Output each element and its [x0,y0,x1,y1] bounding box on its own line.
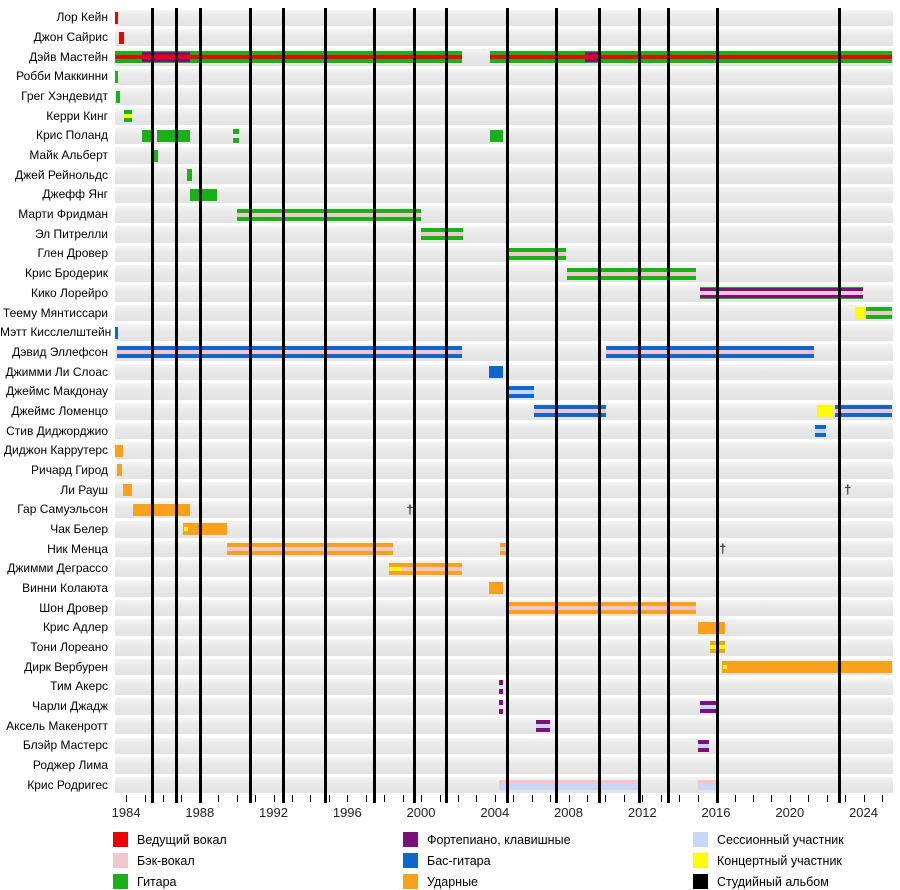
legend-item [113,832,227,847]
axis-year-tick [587,795,588,802]
timeline-bar [506,386,533,398]
concert-inset-stripe [390,567,401,571]
timeline-bar [190,189,217,201]
member-name-label: Роджер Лима [32,758,108,772]
member-name-label: Джимми Деграссо [7,561,108,576]
member-name-label: Джефф Янг [42,187,108,202]
axis-year-label: 2000 [406,805,436,820]
timeline-bar [835,405,893,417]
timeline-bar [866,307,892,319]
timeline-bar-session [499,780,639,790]
legend-item-label: Студийный альбом [717,874,829,889]
legend-item-label: Ведущий вокал [137,832,227,847]
axis-year-tick [347,795,348,802]
legend-item-label: Ударные [427,874,479,889]
member-name-label: Диджон Каррутерс [3,443,108,458]
legend-color-swatch [693,874,708,889]
member-name-label: Блэйр Мастерс [22,738,108,753]
axis-year-tick [292,795,293,802]
axis-year-tick [735,795,736,802]
member-name-label: Майк Альберт [29,148,108,163]
inner-role-stripe [421,232,463,236]
legend-item-label: Бэк-вокал [137,853,195,868]
inner-role-stripe [815,429,827,433]
member-name-label: Джимми Ли Слоас [5,364,108,379]
legend-item-label: Концертный участник [717,853,842,868]
member-row-band [115,364,893,381]
timeline-bar-dotted [499,709,504,714]
album-release-line [555,8,558,803]
timeline-bar [536,720,551,732]
member-row-band [115,324,893,341]
axis-year-label: 2008 [554,805,583,820]
member-name-label: Чарли Джадж [32,699,108,713]
member-name-label: Гар Самуэльсон [17,502,108,517]
member-name-label: Джей Рейнольдс [14,167,108,182]
timeline-bar [489,582,503,594]
member-row-band [115,265,893,282]
timeline-bar-dotted [233,138,240,143]
legend-item [693,853,842,868]
member-row-band [115,88,893,105]
death-dagger-marker: † [719,541,727,557]
legend-color-swatch [403,853,418,868]
death-dagger-marker: † [406,501,414,517]
axis-year-tick [513,795,514,802]
inner-role-stripe [237,213,421,217]
legend-color-swatch [403,874,418,889]
timeline-bar [116,91,120,103]
axis-year-tick [274,795,275,802]
member-row-band [115,482,893,499]
inner-role-stripe [866,311,892,315]
axis-year-tick [145,795,146,802]
axis-year-tick [237,795,238,802]
axis-year-tick [679,795,680,802]
axis-year-tick [255,795,256,802]
timeline-bar [117,346,462,358]
axis-year-tick [845,795,846,802]
member-row-band [115,757,893,774]
inner-role-stripe [536,724,551,728]
timeline-bar [567,268,697,280]
inner-role-stripe [117,350,462,354]
member-row-band [115,442,893,459]
legend-color-swatch [693,832,708,847]
legend-color-swatch [113,853,128,868]
member-row-band [115,718,893,735]
axis-year-tick [827,795,828,802]
timeline-bar-dotted [499,700,504,705]
member-row-band [115,403,893,420]
timeline-bar [115,71,118,83]
member-row-band [115,698,893,715]
member-name-label: Винни Колаюта [22,580,108,595]
death-dagger-marker: † [844,481,852,497]
axis-year-tick [569,795,570,802]
member-name-label: Крис Адлер [42,620,108,635]
axis-year-tick [790,795,791,802]
timeline-bar [187,169,192,181]
member-name-label: Джон Сайрис [33,30,108,44]
member-name-label: Крис Поланд [35,128,108,143]
inner-role-stripe [835,409,893,413]
timeline-bar [722,661,892,673]
axis-year-label: 1984 [111,805,141,820]
axis-year-tick [771,795,772,802]
axis-year-tick [698,795,699,802]
member-name-label: Джеймс Макдонау [5,384,108,399]
member-name-label: Ричард Гирод [31,462,108,477]
axis-year-tick [218,795,219,802]
member-row-band [115,619,893,636]
legend-color-swatch [113,874,128,889]
axis-year-tick [532,795,533,802]
axis-year-tick [440,795,441,802]
member-name-label: Аксель Макенротт [6,718,108,733]
album-release-line [175,8,178,803]
axis-year-label: 2024 [849,805,878,820]
timeline-bar [133,504,190,516]
inner-role-stripe [567,272,697,276]
member-row-band [115,521,893,538]
timeline-bar [118,445,123,457]
member-name-label: Ли Рауш [60,482,108,497]
inner-role-stripe [700,705,717,709]
legend-color-swatch [113,832,128,847]
member-name-label: Робби Маккинни [16,69,108,84]
member-name-label: Чак Белер [50,521,108,536]
legend-item [403,853,491,868]
axis-year-tick [605,795,606,802]
member-name-label: Керри Кинг [46,108,108,123]
album-release-line [373,8,376,803]
member-row-band [115,187,893,204]
legend-item-label: Бас-гитара [427,853,491,868]
axis-year-tick [476,795,477,802]
member-row-band [115,580,893,597]
album-release-line [598,8,601,803]
member-name-label: Эл Питрелли [34,226,108,241]
member-row-band [115,383,893,400]
member-name-label: Джеймс Ломенцо [11,403,108,418]
axis-year-tick [495,795,496,802]
album-release-line [667,8,670,803]
timeline-bar [421,228,463,240]
inner-role-stripe [124,114,132,118]
timeline-bar [115,12,118,24]
timeline-bar [115,327,118,339]
member-row-band [115,108,893,125]
timeline-bar [490,130,503,142]
axis-year-tick [384,795,385,802]
album-release-line [838,8,841,803]
member-row-band [115,167,893,184]
inner-role-stripe [115,55,462,59]
album-release-line [638,8,641,803]
member-name-label: Ник Менца [47,541,108,556]
member-name-label: Стив Диджорджио [6,423,108,438]
member-row-band [115,600,893,617]
axis-year-tick [329,795,330,802]
member-name-label: Тони Лореано [30,639,108,654]
member-name-label: Дэйв Мастейн [29,49,108,64]
member-name-label: Теему Мянтиссари [2,305,108,320]
member-row-band [115,501,893,518]
axis-year-tick [642,795,643,802]
legend-item [113,853,195,868]
member-name-label: Крис Родригес [27,777,108,792]
axis-year-tick [126,795,127,802]
axis-year-tick [808,795,809,802]
legend-item [403,874,478,889]
timeline-bar [389,563,462,575]
axis-year-tick [661,795,662,802]
timeline-bar [123,484,132,496]
member-name-label: Лор Кейн [56,10,108,25]
timeline-bar [855,307,867,319]
member-row-band [115,560,893,577]
axis-year-tick [366,795,367,802]
axis-year-label: 2020 [775,805,805,820]
legend-item [693,874,829,889]
album-release-line [716,8,719,803]
member-row-band [115,423,893,440]
timeline-bar [237,209,421,221]
member-row-band [115,10,893,27]
member-row-band [115,305,893,322]
member-row-band [115,69,893,86]
axis-year-tick [753,795,754,802]
axis-year-tick [310,795,311,802]
member-name-label: Грег Хэндевидт [21,89,108,103]
legend-item-label: Гитара [137,874,177,889]
album-release-line [151,8,154,803]
member-name-label: Крис Бродерик [25,266,108,281]
timeline-bar [700,701,717,713]
timeline-bar [490,51,893,63]
concert-inset-stripe [184,527,188,531]
timeline-bar-dotted [233,129,240,134]
album-release-line [445,8,448,803]
legend-item [403,832,571,847]
axis-year-tick [181,795,182,802]
album-release-line [324,8,327,803]
timeline-bar [119,32,124,44]
inner-role-stripe [506,390,533,394]
timeline-bar [157,130,190,142]
backing-vocal-stripe [499,780,639,784]
member-name-label: Дэвид Эллефсон [12,344,108,359]
timeline-bar [817,405,834,417]
member-row-band [115,29,893,46]
member-name-label: Кико Лорейро [30,285,108,300]
axis-year-label: 2012 [627,805,657,820]
inner-role-stripe [534,409,606,413]
album-release-line [249,8,252,803]
timeline-bar [124,110,132,122]
member-row-band [115,462,893,479]
timeline-bar [534,405,606,417]
member-name-label: Тим Акерс [50,679,108,694]
axis-year-label: 2016 [701,805,731,820]
timeline-bar [115,445,118,457]
axis-year-label: 1988 [185,805,215,820]
legend-item-label: Сессионный участник [717,832,844,847]
axis-year-tick [550,795,551,802]
member-name-label: Глен Дровер [37,246,108,261]
axis-year-tick [163,795,164,802]
member-row-band [115,147,893,164]
member-row-band [115,246,893,263]
timeline-bar [698,740,710,752]
album-release-line [413,8,416,803]
axis-year-tick [421,795,422,802]
member-name-label: Шон Дровер [39,600,108,615]
legend-item-label: Фортепиано, клавишные [427,832,571,847]
timeline-bar [117,464,121,476]
inner-role-stripe [698,744,710,748]
axis-year-tick [882,795,883,802]
member-row-band [115,639,893,656]
timeline-bar [183,523,228,535]
timeline-bar [698,622,725,634]
axis-year-label: 1996 [332,805,362,820]
album-release-line [282,8,285,803]
member-name-label: Дирк Вербурен [24,659,108,674]
timeline-bar [489,366,503,378]
axis-year-tick [403,795,404,802]
member-row-band [115,738,893,755]
concert-inset-stripe [723,665,728,669]
timeline-bar-dotted [499,689,503,694]
timeline-bar [115,51,462,63]
member-row-band [115,206,893,223]
axis-year-label: 1992 [259,805,288,820]
member-name-label: Марти Фридман [18,207,108,222]
axis-year-tick [624,795,625,802]
legend-color-swatch [403,832,418,847]
member-name-label: Мэтт Кисслелштейн [0,325,112,340]
member-row-band [115,679,893,696]
axis-year-tick [864,795,865,802]
axis-year-tick [458,795,459,802]
legend-item [113,874,177,889]
timeline-bar-dotted [499,680,503,685]
legend-item [693,832,844,847]
timeline-bar-session [698,780,717,790]
axis-year-label: 2004 [480,805,510,820]
member-row-band [115,226,893,243]
backing-vocal-stripe [698,780,717,784]
album-release-line [506,8,509,803]
timeline-bar [815,425,827,437]
inner-role-stripe [490,55,893,59]
legend-color-swatch [693,853,708,868]
album-release-line [199,8,202,803]
